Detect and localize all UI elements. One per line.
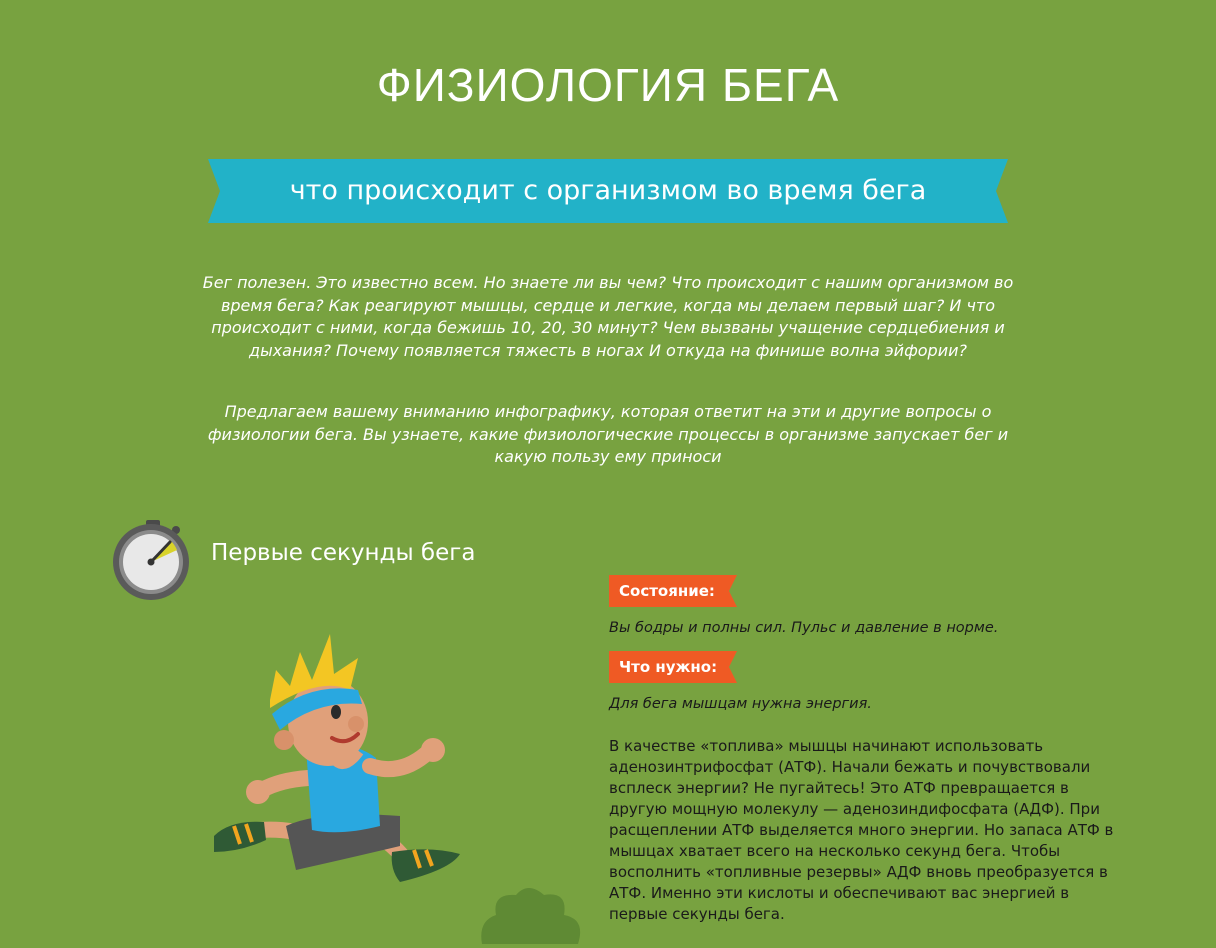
runner-illustration (200, 630, 470, 904)
stopwatch-icon (108, 518, 198, 606)
page-title: ФИЗИОЛОГИЯ БЕГА (376, 59, 840, 111)
subtitle-ribbon (208, 159, 1008, 223)
need-text: Для бега мышцам нужна энергия. (609, 696, 872, 712)
need-tag (609, 651, 737, 683)
page-subtitle: что происходит с организмом во время бега (289, 175, 927, 206)
intro-paragraph-1: Бег полезен. Это известно всем. Но знаете ли вы чем? Что происходит с нашим организмом во время бега? Как реагируют мышцы, сердце и легкие, когда мы делаем первый шаг? И что происходит с ними, когда бежишь 10, 20, 30 минут? Чем вызваны учащение сердцебиения и дыхания? Почему появляется тяжесть в ногах И откуда на финише волна эйфории? (202, 273, 1014, 360)
bush-illustration (478, 885, 588, 948)
state-tag (609, 575, 737, 607)
need-label: Что нужно: (619, 658, 718, 676)
section-title: Первые секунды бега (211, 540, 476, 566)
section-body-text: В качестве «топлива» мышцы начинают использовать аденозинтрифосфат (АТФ). Начали бежать и почувствовали всплеск энергии? Не пугайтесь! Это АТФ превращается в другую мощную молекулу — аденозиндифосфата (АДФ). При расщеплении АТФ выделяется много энергии. Но запаса АТФ в мышцах хватает всего на несколько секунд бега. Чтобы восполнить «топливные резервы» АДФ вновь преобразуется в АТФ. Именно эти кислоты и обеспечивают вас энергией в первые секунды бега. (609, 737, 1114, 923)
intro-paragraph-2: Предлагаем вашему вниманию инфографику, которая ответит на эти и другие вопросы о физиологии бега. Вы узнаете, какие физиологические процессы в организме запускает бег и какую пользу ему приноси (207, 402, 1009, 466)
state-label: Состояние: (619, 582, 715, 600)
state-text: Вы бодры и полны сил. Пульс и давление в норме. (609, 620, 999, 636)
